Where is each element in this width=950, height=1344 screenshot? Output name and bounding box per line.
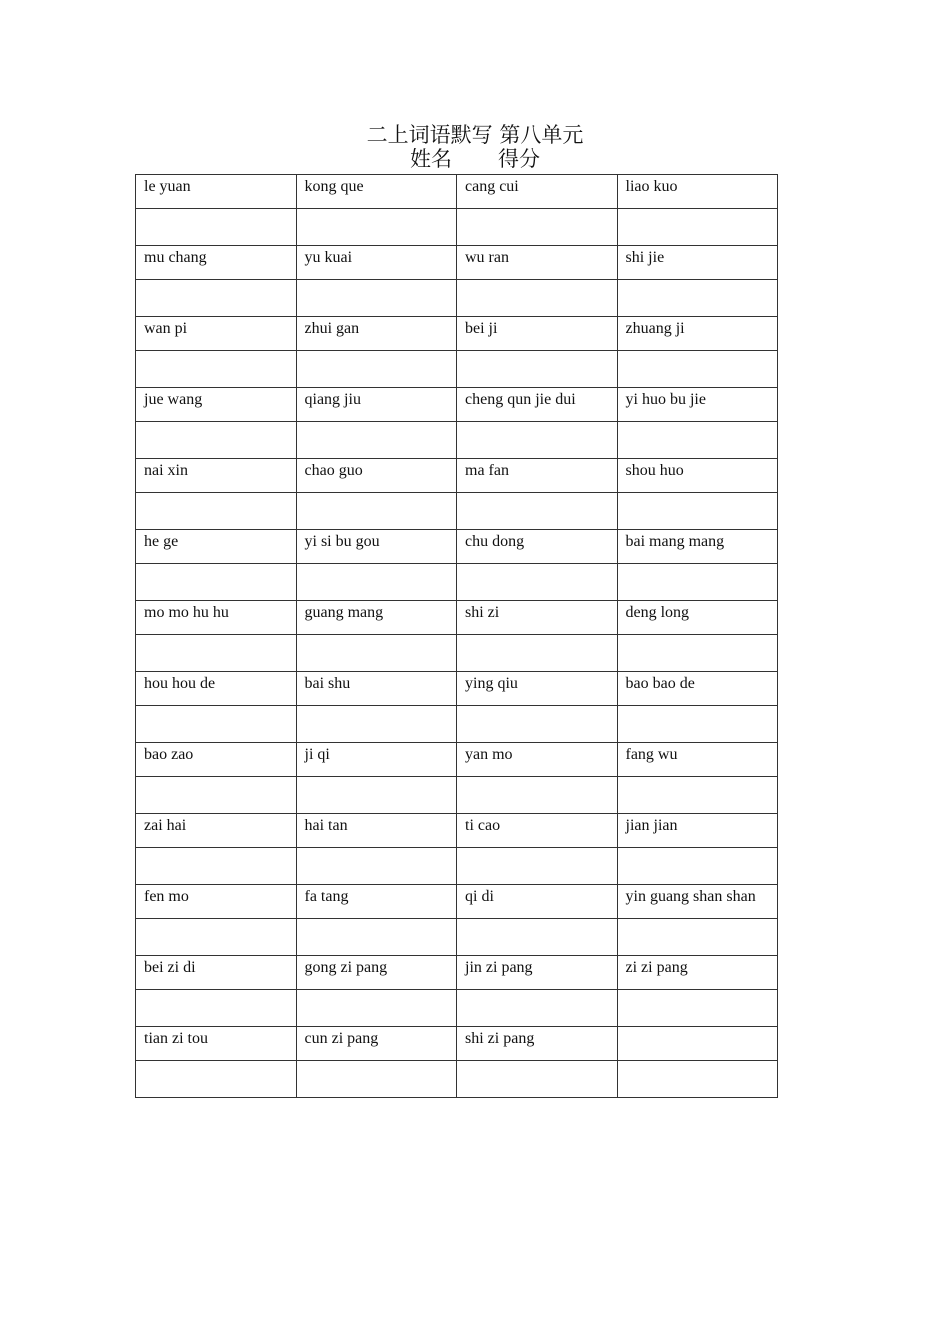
pinyin-cell: kong que [296, 175, 457, 209]
pinyin-row [136, 246, 778, 280]
writing-cell[interactable] [617, 919, 778, 956]
pinyin-cell: bei zi di [136, 956, 297, 990]
writing-cell[interactable] [136, 990, 297, 1027]
writing-cell[interactable] [296, 280, 457, 317]
writing-cell[interactable] [457, 635, 618, 672]
pinyin-cell: qi di [457, 885, 618, 919]
pinyin-cell: shou huo [617, 459, 778, 493]
pinyin-cell: mu chang [136, 246, 297, 280]
writing-cell[interactable] [296, 777, 457, 814]
pinyin-cell: qiang jiu [296, 388, 457, 422]
pinyin-cell: cang cui [457, 175, 618, 209]
pinyin-row [136, 1027, 778, 1061]
pinyin-row [136, 956, 778, 990]
writing-row [136, 493, 778, 530]
pinyin-cell: bai mang mang [617, 530, 778, 564]
pinyin-cell: yan mo [457, 743, 618, 777]
pinyin-cell: guang mang [296, 601, 457, 635]
writing-cell[interactable] [296, 564, 457, 601]
pinyin-cell: deng long [617, 601, 778, 635]
writing-cell[interactable] [296, 493, 457, 530]
pinyin-cell: jian jian [617, 814, 778, 848]
writing-cell[interactable] [457, 990, 618, 1027]
writing-cell[interactable] [457, 777, 618, 814]
writing-cell[interactable] [617, 635, 778, 672]
writing-row [136, 1061, 778, 1098]
writing-cell[interactable] [296, 209, 457, 246]
pinyin-cell: shi zi pang [457, 1027, 618, 1061]
writing-cell[interactable] [617, 351, 778, 388]
writing-cell[interactable] [457, 564, 618, 601]
writing-cell[interactable] [617, 848, 778, 885]
pinyin-cell: yin guang shan shan [617, 885, 778, 919]
writing-cell[interactable] [617, 777, 778, 814]
writing-cell[interactable] [617, 209, 778, 246]
pinyin-cell: ying qiu [457, 672, 618, 706]
writing-cell[interactable] [617, 280, 778, 317]
writing-cell[interactable] [136, 564, 297, 601]
pinyin-cell: wu ran [457, 246, 618, 280]
writing-cell[interactable] [457, 209, 618, 246]
pinyin-cell: bao zao [136, 743, 297, 777]
pinyin-cell: wan pi [136, 317, 297, 351]
pinyin-row [136, 388, 778, 422]
writing-cell[interactable] [457, 919, 618, 956]
pinyin-cell: bao bao de [617, 672, 778, 706]
writing-cell[interactable] [617, 706, 778, 743]
writing-row [136, 635, 778, 672]
pinyin-row [136, 601, 778, 635]
writing-cell[interactable] [296, 848, 457, 885]
writing-cell[interactable] [136, 848, 297, 885]
pinyin-cell: yi huo bu jie [617, 388, 778, 422]
pinyin-cell: shi jie [617, 246, 778, 280]
pinyin-cell: hou hou de [136, 672, 297, 706]
writing-cell[interactable] [296, 1061, 457, 1098]
writing-cell[interactable] [617, 422, 778, 459]
writing-cell[interactable] [617, 493, 778, 530]
writing-row [136, 564, 778, 601]
pinyin-cell: he ge [136, 530, 297, 564]
name-score-line [0, 146, 950, 172]
pinyin-cell: zhui gan [296, 317, 457, 351]
writing-cell[interactable] [457, 493, 618, 530]
writing-cell[interactable] [617, 990, 778, 1027]
writing-cell[interactable] [457, 422, 618, 459]
writing-cell[interactable] [296, 351, 457, 388]
pinyin-cell: bei ji [457, 317, 618, 351]
writing-row [136, 848, 778, 885]
pinyin-cell: liao kuo [617, 175, 778, 209]
worksheet-header [0, 122, 950, 172]
writing-cell[interactable] [457, 351, 618, 388]
pinyin-cell: fen mo [136, 885, 297, 919]
writing-cell[interactable] [457, 280, 618, 317]
pinyin-cell: ji qi [296, 743, 457, 777]
pinyin-cell: yi si bu gou [296, 530, 457, 564]
writing-cell[interactable] [296, 919, 457, 956]
writing-cell[interactable] [136, 280, 297, 317]
writing-cell[interactable] [136, 422, 297, 459]
writing-cell[interactable] [136, 351, 297, 388]
pinyin-cell: fang wu [617, 743, 778, 777]
writing-cell[interactable] [617, 564, 778, 601]
dictation-table-body [136, 175, 778, 1098]
writing-cell[interactable] [296, 706, 457, 743]
pinyin-cell: chu dong [457, 530, 618, 564]
pinyin-row [136, 885, 778, 919]
pinyin-cell: zai hai [136, 814, 297, 848]
writing-row [136, 919, 778, 956]
writing-row [136, 422, 778, 459]
pinyin-cell: cun zi pang [296, 1027, 457, 1061]
pinyin-row [136, 317, 778, 351]
name-label: 姓名 [410, 147, 452, 171]
writing-cell[interactable] [457, 706, 618, 743]
worksheet-title: 二上词语默写 第八单元 [366, 123, 584, 147]
pinyin-cell: nai xin [136, 459, 297, 493]
pinyin-row [136, 175, 778, 209]
writing-row [136, 280, 778, 317]
pinyin-row [136, 530, 778, 564]
writing-cell[interactable] [136, 919, 297, 956]
pinyin-cell: zhuang ji [617, 317, 778, 351]
pinyin-cell: ti cao [457, 814, 618, 848]
writing-cell[interactable] [136, 777, 297, 814]
writing-cell[interactable] [136, 1061, 297, 1098]
pinyin-cell: le yuan [136, 175, 297, 209]
pinyin-cell: shi zi [457, 601, 618, 635]
writing-row [136, 990, 778, 1027]
writing-cell[interactable] [296, 635, 457, 672]
pinyin-cell: zi zi pang [617, 956, 778, 990]
writing-row [136, 209, 778, 246]
pinyin-cell: cheng qun jie dui [457, 388, 618, 422]
pinyin-cell: hai tan [296, 814, 457, 848]
writing-cell[interactable] [136, 706, 297, 743]
pinyin-cell: ma fan [457, 459, 618, 493]
writing-cell[interactable] [136, 209, 297, 246]
pinyin-row [136, 814, 778, 848]
pinyin-row [136, 672, 778, 706]
writing-cell[interactable] [136, 493, 297, 530]
writing-cell[interactable] [457, 848, 618, 885]
writing-row [136, 777, 778, 814]
writing-cell[interactable] [296, 422, 457, 459]
pinyin-cell: bai shu [296, 672, 457, 706]
writing-cell[interactable] [617, 1061, 778, 1098]
pinyin-cell: chao guo [296, 459, 457, 493]
pinyin-cell: tian zi tou [136, 1027, 297, 1061]
pinyin-cell: mo mo hu hu [136, 601, 297, 635]
score-label: 得分 [498, 147, 540, 171]
pinyin-cell: gong zi pang [296, 956, 457, 990]
pinyin-cell: jin zi pang [457, 956, 618, 990]
pinyin-cell: fa tang [296, 885, 457, 919]
pinyin-row [136, 459, 778, 493]
writing-cell[interactable] [136, 635, 297, 672]
pinyin-cell: yu kuai [296, 246, 457, 280]
pinyin-row [136, 743, 778, 777]
writing-cell[interactable] [296, 990, 457, 1027]
writing-cell[interactable] [457, 1061, 618, 1098]
pinyin-cell [617, 1027, 778, 1061]
writing-row [136, 351, 778, 388]
writing-row [136, 706, 778, 743]
dictation-table [135, 174, 778, 1098]
pinyin-cell: jue wang [136, 388, 297, 422]
